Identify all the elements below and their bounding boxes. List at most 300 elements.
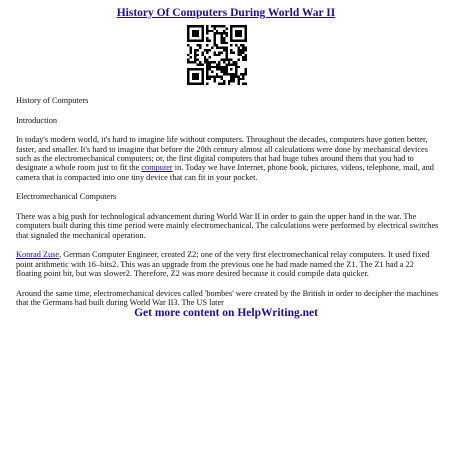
qr-module: [225, 49, 227, 51]
qr-module: [187, 59, 189, 61]
qr-module: [221, 47, 223, 49]
qr-module: [209, 56, 211, 58]
qr-module: [223, 25, 225, 27]
qr-module: [204, 56, 206, 58]
qr-module: [201, 80, 203, 82]
qr-module: [187, 27, 189, 29]
qr-module: [194, 83, 196, 85]
qr-module: [235, 68, 237, 70]
qr-module: [225, 59, 227, 61]
qr-module: [242, 49, 244, 51]
qr-module: [235, 35, 237, 37]
qr-module: [187, 54, 189, 56]
qr-module: [213, 35, 215, 37]
qr-module: [225, 35, 227, 37]
qr-module: [230, 39, 232, 41]
qr-module: [245, 25, 247, 27]
qr-module: [242, 78, 244, 80]
qr-module: [230, 25, 232, 27]
qr-module: [223, 39, 225, 41]
qr-module: [197, 54, 199, 56]
qr-module: [213, 27, 215, 29]
qr-module: [209, 75, 211, 77]
qr-module: [221, 25, 223, 27]
qr-module: [225, 56, 227, 58]
qr-module: [235, 75, 237, 77]
qr-module: [245, 37, 247, 39]
qr-module: [237, 59, 239, 61]
qr-module: [194, 51, 196, 53]
qr-module: [201, 32, 203, 34]
qr-module: [240, 35, 242, 37]
qr-module: [201, 51, 203, 53]
qr-module: [242, 44, 244, 46]
document-title[interactable]: History Of Computers During World War II: [116, 7, 336, 19]
qr-module: [230, 75, 232, 77]
qr-module: [187, 25, 189, 27]
qr-module: [206, 27, 208, 29]
qr-module: [235, 73, 237, 75]
qr-module: [230, 68, 232, 70]
qr-module: [237, 39, 239, 41]
qr-module: [194, 35, 196, 37]
qr-module: [230, 78, 232, 80]
qr-module: [216, 44, 218, 46]
qr-module: [221, 59, 223, 61]
qr-module: [201, 75, 203, 77]
heading: History of Computers: [16, 96, 89, 105]
qr-module: [216, 73, 218, 75]
qr-module: [235, 39, 237, 41]
qr-module: [216, 32, 218, 34]
qr-module: [213, 39, 215, 41]
qr-module: [221, 66, 223, 68]
qr-module: [237, 51, 239, 53]
qr-module: [225, 51, 227, 53]
qr-module: [223, 71, 225, 73]
qr-module: [218, 32, 220, 34]
qr-module: [206, 78, 208, 80]
qr-module: [187, 44, 189, 46]
qr-module: [216, 47, 218, 49]
paragraph-zuse: [16, 250, 440, 278]
qr-module: [233, 75, 235, 77]
qr-module: [199, 44, 201, 46]
qr-module: [223, 80, 225, 82]
qr-module: [237, 25, 239, 27]
qr-module: [230, 27, 232, 29]
qr-module: [201, 37, 203, 39]
qr-code-icon: [187, 25, 247, 85]
qr-module: [206, 73, 208, 75]
qr-module: [218, 61, 220, 63]
qr-module: [233, 25, 235, 27]
qr-module: [235, 71, 237, 73]
qr-module: [194, 25, 196, 27]
qr-module: [206, 32, 208, 34]
qr-module: [211, 25, 213, 27]
qr-module: [189, 39, 191, 41]
qr-module: [194, 49, 196, 51]
qr-module: [192, 73, 194, 75]
qr-module: [199, 39, 201, 41]
qr-module: [237, 54, 239, 56]
qr-module: [221, 51, 223, 53]
qr-module: [194, 59, 196, 61]
qr-module: [213, 42, 215, 44]
qr-module: [206, 25, 208, 27]
qr-module: [197, 73, 199, 75]
qr-module: [206, 83, 208, 85]
qr-module: [194, 39, 196, 41]
qr-module: [209, 63, 211, 65]
qr-module: [230, 44, 232, 46]
qr-module: [240, 78, 242, 80]
qr-module: [221, 75, 223, 77]
qr-module: [223, 42, 225, 44]
qr-module: [228, 61, 230, 63]
paragraph-bombes: Around the same time, electromechanical devices called 'bombes' were created by the British in order to decipher the machines that the Germans had built during World War II3. The US later: [16, 288, 439, 308]
qr-module: [245, 59, 247, 61]
qr-module: [228, 59, 230, 61]
qr-module: [213, 44, 215, 46]
qr-module: [189, 56, 191, 58]
qr-module: [187, 68, 189, 70]
qr-module: [225, 54, 227, 56]
qr-module: [199, 25, 201, 27]
qr-module: [209, 30, 211, 32]
qr-module: [201, 30, 203, 32]
qr-module: [237, 30, 239, 32]
qr-module: [225, 32, 227, 34]
qr-module: [216, 66, 218, 68]
qr-module: [206, 39, 208, 41]
intro-text-start: In today's modern world, it's hard to imagine life without computers. Throughout the decades, computers have gotten better, faster, and smaller. It's hard to imagine that before the 20th century almost all calculations were done by mechanical devices such as the electromechanical computers; or, the first digital computers that had huge tubes around them that you had to designate a whole room just to fit the: [16, 135, 428, 173]
qr-module: [233, 51, 235, 53]
qr-module: [221, 71, 223, 73]
qr-module: [225, 73, 227, 75]
qr-module: [189, 51, 191, 53]
qr-module: [233, 80, 235, 82]
qr-module: [218, 54, 220, 56]
qr-module: [237, 78, 239, 80]
qr-module: [235, 44, 237, 46]
qr-module: [194, 30, 196, 32]
qr-module: [206, 30, 208, 32]
qr-module: [245, 83, 247, 85]
qr-module: [194, 32, 196, 34]
qr-module: [189, 83, 191, 85]
qr-module: [235, 66, 237, 68]
qr-module: [197, 49, 199, 51]
qr-module: [189, 61, 191, 63]
zuse-text: , German Computer Engineer, created Z2; one of the very first electromechanical relay computers. It used fixed point arithmetic with 16–bits2. This was an upgrade from the previous one he had made named the Z1. The Z1 had a 22 floating point bit, but was slower2. Therefore, Z2 was more desired because it could compile data quicker.: [16, 250, 430, 279]
qr-module: [187, 37, 189, 39]
qr-module: [242, 25, 244, 27]
qr-module: [194, 68, 196, 70]
qr-module: [233, 78, 235, 80]
qr-module: [245, 73, 247, 75]
qr-module: [211, 71, 213, 73]
qr-module: [213, 51, 215, 53]
qr-module: [230, 59, 232, 61]
qr-module: [187, 39, 189, 41]
qr-module: [189, 68, 191, 70]
paragraph-war-push: There was a big push for technological advancement during World War II in order to gain the upper hand in the war. The computers built during this time period were mainly electromechanical. The calculations were performed by electrical switches that signaled the mechanical operation.: [16, 212, 439, 240]
qr-module: [228, 83, 230, 85]
qr-module: [230, 49, 232, 51]
qr-module: [235, 63, 237, 65]
qr-module: [216, 63, 218, 65]
qr-module: [209, 39, 211, 41]
qr-module: [242, 59, 244, 61]
qr-module: [197, 78, 199, 80]
qr-module: [216, 75, 218, 77]
qr-module: [233, 39, 235, 41]
qr-module: [187, 83, 189, 85]
qr-module: [206, 75, 208, 77]
qr-module: [206, 49, 208, 51]
qr-module: [209, 66, 211, 68]
qr-module: [204, 49, 206, 51]
qr-module: [201, 35, 203, 37]
qr-module: [211, 75, 213, 77]
qr-module: [199, 61, 201, 63]
qr-module: [204, 59, 206, 61]
qr-module: [199, 63, 201, 65]
qr-module: [192, 75, 194, 77]
qr-module: [197, 32, 199, 34]
qr-module: [230, 63, 232, 65]
qr-module: [192, 83, 194, 85]
qr-module: [223, 66, 225, 68]
qr-module: [240, 54, 242, 56]
qr-module: [237, 35, 239, 37]
intro-heading: Introduction: [16, 115, 58, 125]
qr-module: [194, 61, 196, 63]
qr-module: [240, 73, 242, 75]
qr-module: [221, 32, 223, 34]
qr-module: [233, 73, 235, 75]
qr-module: [235, 25, 237, 27]
qr-module: [201, 71, 203, 73]
qr-module: [230, 80, 232, 82]
qr-module: [194, 54, 196, 56]
qr-module: [225, 63, 227, 65]
intro-text-end: in. Today we have Internet, phone book, pictures, videos, telephone, mail, and camera that is compacted into one tiny device that can fit in your pocket.: [16, 163, 434, 182]
qr-module: [245, 39, 247, 41]
qr-module: [209, 68, 211, 70]
qr-module: [221, 39, 223, 41]
qr-module: [242, 83, 244, 85]
qr-module: [197, 35, 199, 37]
qr-module: [201, 25, 203, 27]
document-body: [16, 96, 440, 318]
qr-module: [189, 49, 191, 51]
qr-module: [237, 47, 239, 49]
qr-module: [201, 54, 203, 56]
qr-module: [206, 71, 208, 73]
qr-module: [245, 27, 247, 29]
qr-module: [221, 83, 223, 85]
qr-module: [192, 35, 194, 37]
qr-module: [197, 25, 199, 27]
qr-module: [197, 83, 199, 85]
qr-module: [192, 39, 194, 41]
qr-module: [240, 51, 242, 53]
qr-module: [221, 78, 223, 80]
qr-module: [194, 56, 196, 58]
qr-module: [245, 68, 247, 70]
qr-module: [218, 68, 220, 70]
qr-module: [237, 66, 239, 68]
qr-module: [223, 49, 225, 51]
qr-module: [240, 44, 242, 46]
qr-module: [237, 80, 239, 82]
qr-module: [242, 56, 244, 58]
qr-module: [218, 51, 220, 53]
qr-module: [187, 35, 189, 37]
qr-module: [189, 25, 191, 27]
qr-module: [225, 68, 227, 70]
qr-module: [228, 63, 230, 65]
qr-module: [209, 49, 211, 51]
qr-module: [223, 37, 225, 39]
qr-module: [235, 32, 237, 34]
qr-module: [199, 68, 201, 70]
qr-module: [201, 78, 203, 80]
qr-module: [213, 32, 215, 34]
qr-module: [187, 71, 189, 73]
qr-module: [230, 73, 232, 75]
qr-module: [235, 61, 237, 63]
qr-module: [218, 25, 220, 27]
qr-module: [187, 61, 189, 63]
qr-module: [197, 39, 199, 41]
qr-module: [230, 37, 232, 39]
qr-module: [235, 30, 237, 32]
qr-module: [221, 35, 223, 37]
qr-module: [204, 61, 206, 63]
qr-module: [237, 32, 239, 34]
qr-module: [201, 63, 203, 65]
qr-module: [225, 42, 227, 44]
qr-module: [218, 47, 220, 49]
qr-module: [245, 35, 247, 37]
qr-module: [240, 39, 242, 41]
qr-module: [211, 66, 213, 68]
get-more-content-link[interactable]: Get more content on HelpWriting.net: [134, 307, 318, 319]
qr-module: [237, 75, 239, 77]
qr-module: [194, 78, 196, 80]
qr-module: [206, 68, 208, 70]
qr-module: [245, 71, 247, 73]
qr-module: [206, 44, 208, 46]
qr-module: [218, 83, 220, 85]
qr-module: [233, 63, 235, 65]
qr-module: [197, 68, 199, 70]
qr-module: [242, 39, 244, 41]
intro-paragraph: [16, 135, 440, 182]
qr-module: [187, 80, 189, 82]
qr-module: [223, 59, 225, 61]
qr-module: [245, 54, 247, 56]
qr-module: [240, 25, 242, 27]
qr-module: [228, 73, 230, 75]
qr-module: [201, 73, 203, 75]
qr-module: [192, 68, 194, 70]
qr-module: [213, 75, 215, 77]
qr-module: [199, 47, 201, 49]
qr-module: [209, 78, 211, 80]
qr-module: [206, 51, 208, 53]
qr-module: [206, 66, 208, 68]
qr-module: [187, 75, 189, 77]
qr-module: [187, 78, 189, 80]
qr-module: [230, 35, 232, 37]
qr-module: [197, 59, 199, 61]
qr-module: [209, 61, 211, 63]
qr-module: [221, 68, 223, 70]
qr-module: [242, 51, 244, 53]
qr-module: [242, 75, 244, 77]
qr-module: [213, 78, 215, 80]
qr-module: [187, 32, 189, 34]
qr-module: [237, 49, 239, 51]
qr-module: [213, 25, 215, 27]
qr-module: [225, 47, 227, 49]
qr-module: [192, 61, 194, 63]
qr-module: [216, 30, 218, 32]
qr-module: [225, 71, 227, 73]
qr-module: [216, 68, 218, 70]
qr-module: [194, 75, 196, 77]
qr-module: [223, 73, 225, 75]
qr-module: [197, 44, 199, 46]
qr-module: [187, 30, 189, 32]
qr-module: [211, 30, 213, 32]
qr-module: [201, 68, 203, 70]
qr-module: [187, 73, 189, 75]
qr-module: [245, 47, 247, 49]
qr-module: [197, 63, 199, 65]
qr-module: [223, 61, 225, 63]
qr-module: [218, 63, 220, 65]
qr-module: [189, 47, 191, 49]
qr-module: [192, 32, 194, 34]
qr-module: [230, 32, 232, 34]
qr-module: [245, 32, 247, 34]
qr-module: [245, 30, 247, 32]
qr-module: [223, 32, 225, 34]
qr-module: [240, 32, 242, 34]
qr-module: [199, 83, 201, 85]
qr-module: [206, 63, 208, 65]
qr-module: [245, 56, 247, 58]
qr-module: [218, 66, 220, 68]
qr-module: [197, 75, 199, 77]
qr-module: [201, 27, 203, 29]
qr-module: [230, 51, 232, 53]
qr-module: [206, 59, 208, 61]
qr-module: [206, 61, 208, 63]
qr-module: [197, 30, 199, 32]
konrad-zuse-link[interactable]: Konrad Zuse: [16, 250, 60, 260]
qr-module: [245, 49, 247, 51]
qr-module: [206, 37, 208, 39]
qr-module: [233, 61, 235, 63]
computer-link[interactable]: computer: [141, 163, 173, 173]
